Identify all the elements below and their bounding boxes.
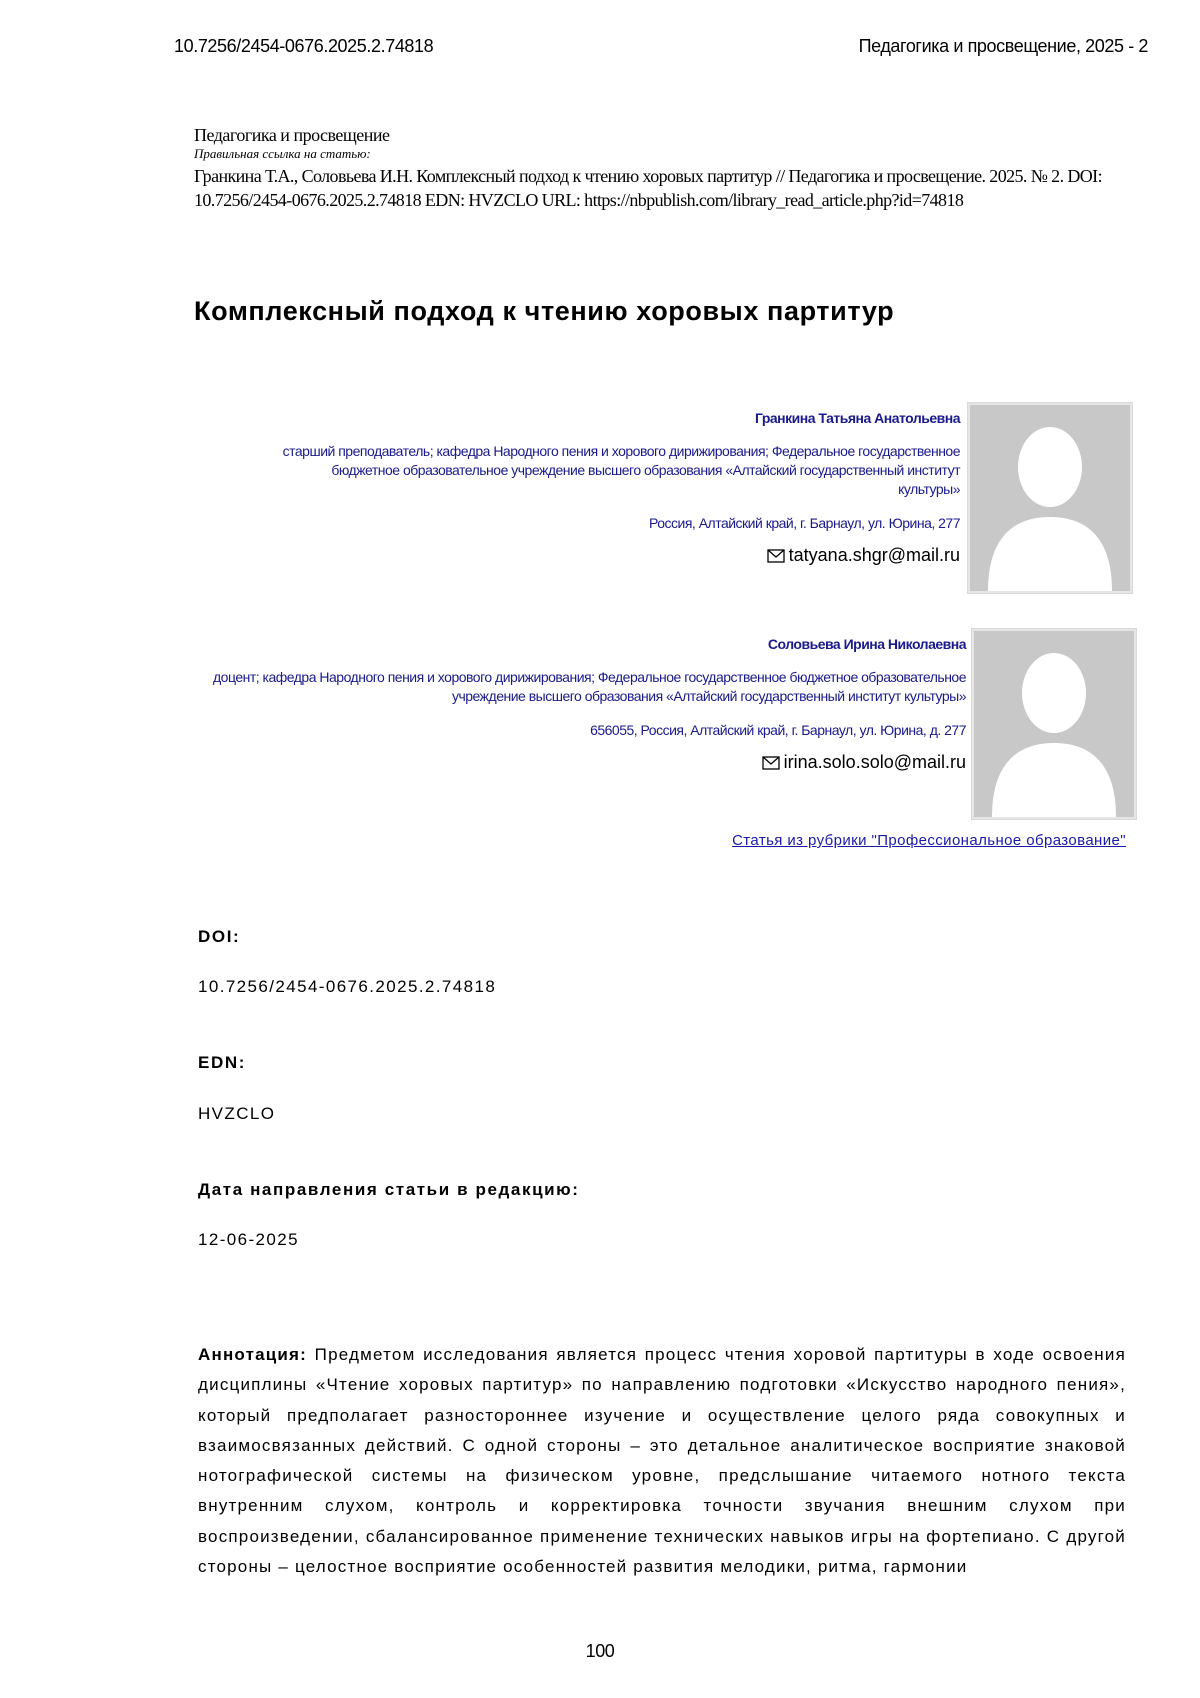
edn-value: HVZCLO	[198, 1104, 275, 1124]
author-name: Гранкина Татьяна Анатольевна	[270, 410, 960, 426]
abstract-label: Аннотация:	[198, 1345, 307, 1364]
author-address: Россия, Алтайский край, г. Барнаул, ул. Юрина, 277	[270, 515, 960, 531]
author-email-text: irina.solo.solo@mail.ru	[784, 752, 966, 772]
author-name: Соловьева Ирина Николаевна	[210, 636, 966, 652]
doi-value: 10.7256/2454-0676.2025.2.74818	[198, 977, 496, 997]
author-email-text: tatyana.shgr@mail.ru	[789, 545, 960, 565]
abstract	[198, 1340, 1126, 1582]
author-card-2	[210, 636, 966, 773]
person-silhouette-icon	[974, 631, 1134, 817]
author-email[interactable]	[210, 752, 966, 773]
abstract-text: Предметом исследования является процесс чтения хоровой партитуры в ходе освоения дисциплины «Чтение хоровых партитур» по направлению подготовки «Искусство народного пения», который предполагает разностороннее изучение и осуществление целого ряда совокупных и взаимосвязанных действий. С одной стороны – это детальное аналитическое восприятие знаковой нотографической системы на физическом уровне, предслышание читаемого нотного текста внутренним слухом, контроль и корректировка точности звучания внешним слухом при воспроизведении, сбалансированное применение технических навыков игры на фортепиано. С другой стороны – целостное восприятие особенностей развития мелодики, ритма, гармонии	[198, 1345, 1126, 1576]
doi-label: DOI:	[198, 927, 240, 947]
citation-text: Гранкина Т.А., Соловьева И.Н. Комплексный подход к чтению хоровых партитур // Педагогика и просвещение. 2025. № 2. DOI: 10.7256/2454-0676.2025.2.74818 EDN: HVZCLO URL: https://nbpublish.com/library_read_article.php?id=74818	[194, 164, 1144, 212]
envelope-icon	[767, 549, 785, 563]
rubric-link[interactable]: Статья из рубрики "Профессиональное образование"	[732, 832, 1126, 849]
running-header-journal: Педагогика и просвещение, 2025 - 2	[859, 36, 1148, 57]
author-affiliation: старший преподаватель; кафедра Народного пения и хорового дирижирования; Федеральное государственное бюджетное образовательное учреждение высшего образования «Алтайский государственный институт культуры»	[270, 442, 960, 499]
author-avatar-1	[968, 403, 1132, 593]
author-address: 656055, Россия, Алтайский край, г. Барнаул, ул. Юрина, д. 277	[210, 722, 966, 738]
submission-date-value: 12-06-2025	[198, 1230, 299, 1250]
person-silhouette-icon	[970, 405, 1130, 591]
submission-date-label: Дата направления статьи в редакцию:	[198, 1180, 580, 1200]
author-card-1	[270, 410, 960, 566]
page-number: 100	[0, 1641, 1200, 1662]
author-avatar-2	[972, 629, 1136, 819]
citation-block	[194, 124, 1144, 212]
citation-label: Правильная ссылка на статью:	[194, 146, 1144, 162]
running-header-doi: 10.7256/2454-0676.2025.2.74818	[174, 36, 433, 57]
edn-label: EDN:	[198, 1053, 246, 1073]
article-title: Комплексный подход к чтению хоровых партитур	[194, 296, 894, 327]
journal-name: Педагогика и просвещение	[194, 124, 1144, 146]
envelope-icon	[762, 756, 780, 770]
author-affiliation: доцент; кафедра Народного пения и хорового дирижирования; Федеральное государственное бюджетное образовательное учреждение высшего образования «Алтайский государственный институт культуры»	[210, 668, 966, 706]
author-email[interactable]	[270, 545, 960, 566]
